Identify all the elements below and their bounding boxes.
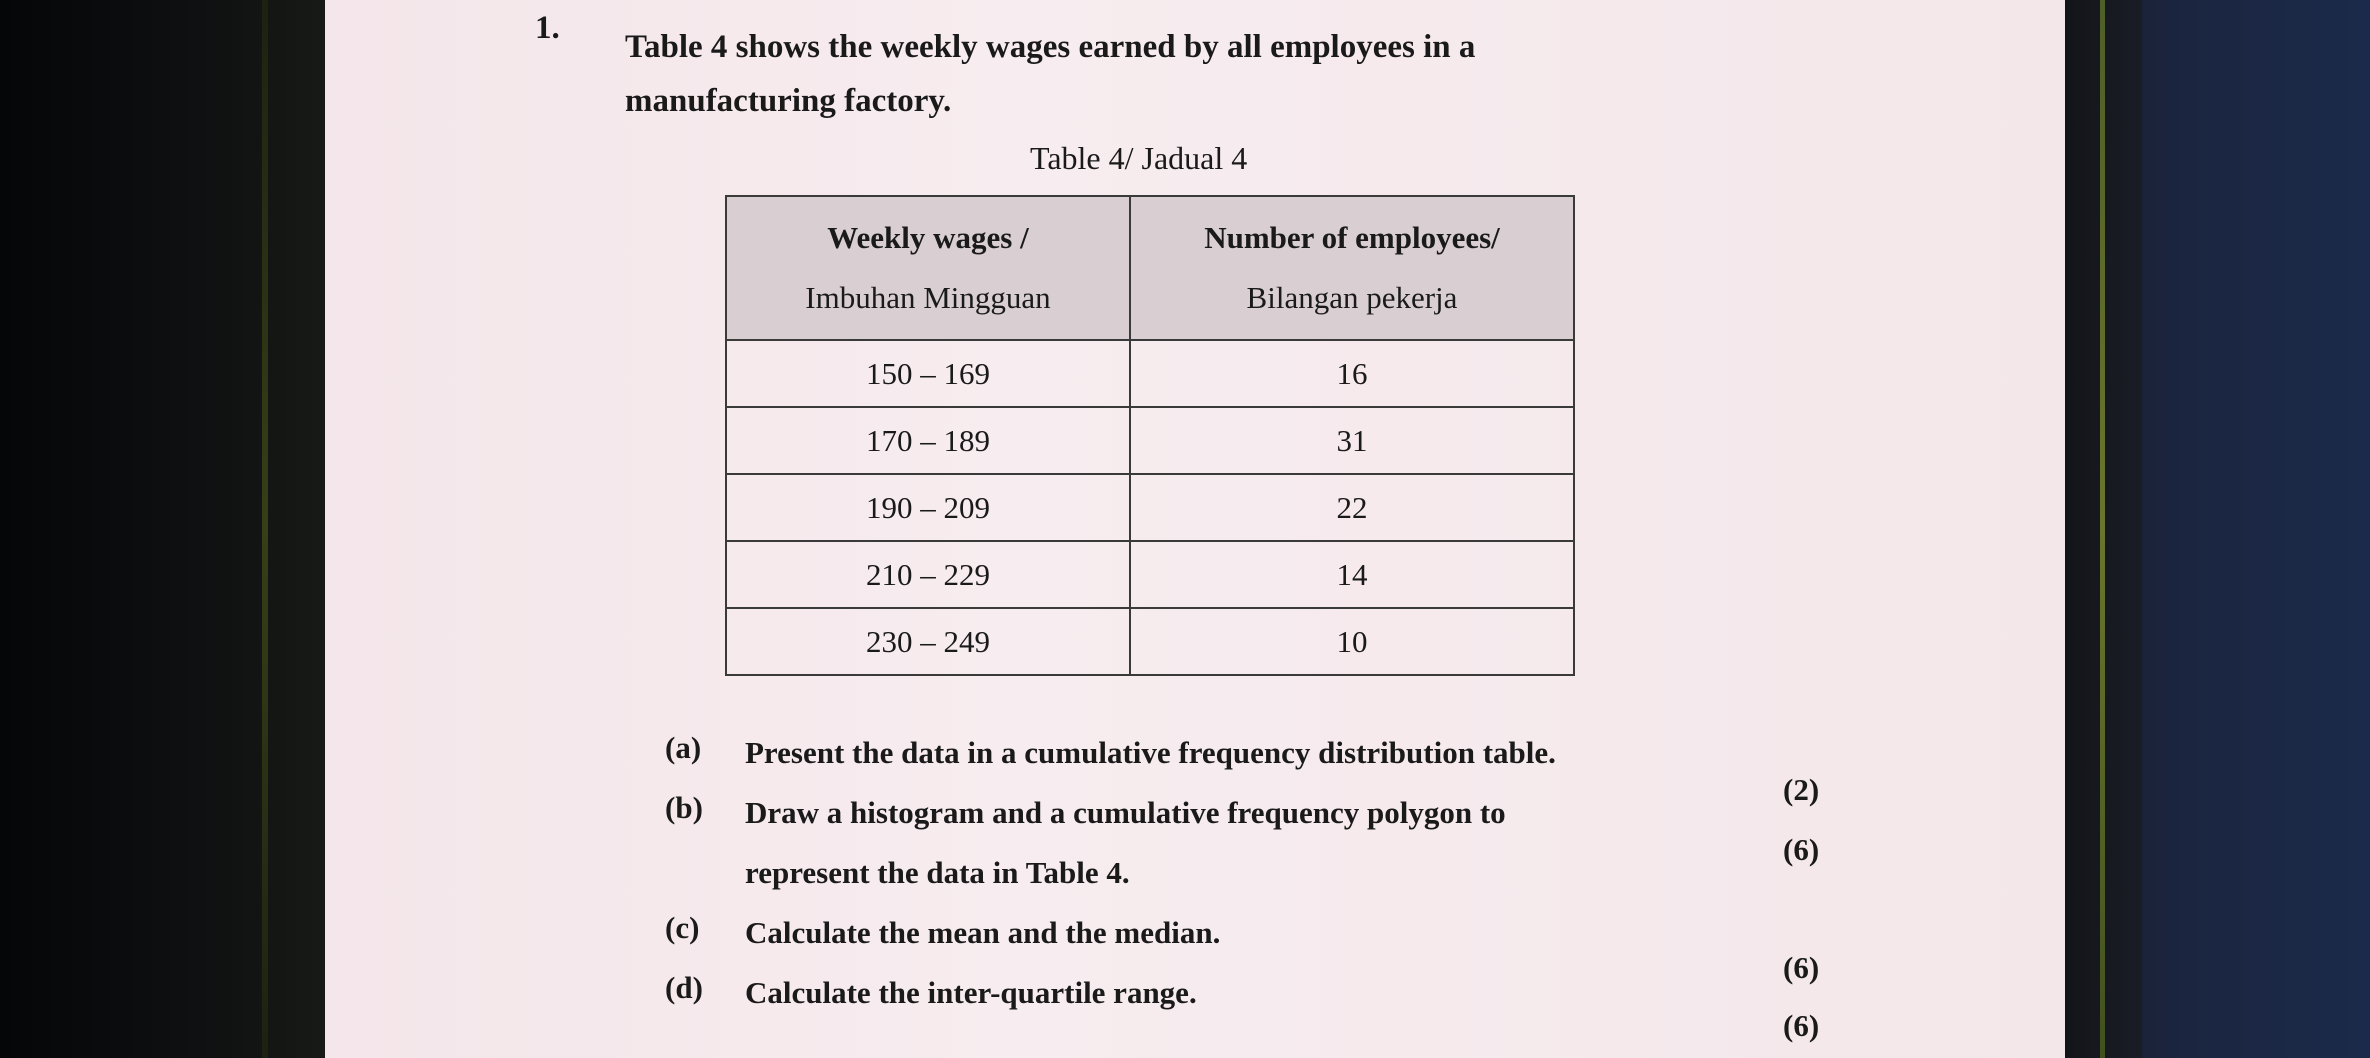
table-row: [726, 474, 1574, 541]
part-d-label: (d): [665, 970, 703, 1005]
part-d-marks: (6): [1783, 1008, 1820, 1043]
part-c-label: (c): [665, 910, 700, 945]
wage-cell: 150 – 169: [726, 340, 1130, 407]
question-number: 1.: [535, 10, 560, 46]
part-b-text-line2: represent the data in Table 4.: [745, 855, 1130, 890]
part-b-label: (b): [665, 790, 703, 825]
count-cell: 31: [1130, 407, 1574, 474]
table-row: [726, 608, 1574, 675]
intro-line-2: manufacturing factory.: [625, 83, 952, 119]
bezel-edge-right: [2100, 0, 2105, 1058]
wage-cell: 170 – 189: [726, 407, 1130, 474]
part-a-marks: (2): [1783, 772, 1820, 807]
count-cell: 14: [1130, 541, 1574, 608]
part-b-marks: (6): [1783, 832, 1820, 867]
part-d-text: Calculate the inter-quartile range.: [745, 975, 1197, 1010]
intro-line-1: Table 4 shows the weekly wages earned by all employees in a: [625, 29, 1476, 65]
part-a-text: Present the data in a cumulative frequency distribution table.: [745, 735, 1556, 770]
header-weekly-wages: Weekly wages / Imbuhan Mingguan: [726, 196, 1130, 340]
table-row: [726, 407, 1574, 474]
table-row: [726, 340, 1574, 407]
part-c-text: Calculate the mean and the median.: [745, 915, 1221, 950]
header-number-of-employees: Number of employees/ Bilangan pekerja: [1130, 196, 1574, 340]
wages-table: [725, 195, 1575, 676]
wage-cell: 190 – 209: [726, 474, 1130, 541]
count-cell: 10: [1130, 608, 1574, 675]
count-cell: 22: [1130, 474, 1574, 541]
part-b-text: Draw a histogram and a cumulative frequency polygon to: [745, 795, 1506, 830]
question-intro: [625, 20, 1725, 128]
wage-cell: 230 – 249: [726, 608, 1130, 675]
table-header-row: [726, 196, 1574, 340]
part-c-marks: (6): [1783, 950, 1820, 985]
count-cell: 16: [1130, 340, 1574, 407]
table-row: [726, 541, 1574, 608]
exam-page: [325, 0, 2065, 1058]
wage-cell: 210 – 229: [726, 541, 1130, 608]
bezel-edge-left: [262, 0, 268, 1058]
table-caption: Table 4/ Jadual 4: [1030, 140, 1248, 176]
part-a-label: (a): [665, 730, 702, 765]
screen-bezel-left: [0, 0, 330, 1058]
